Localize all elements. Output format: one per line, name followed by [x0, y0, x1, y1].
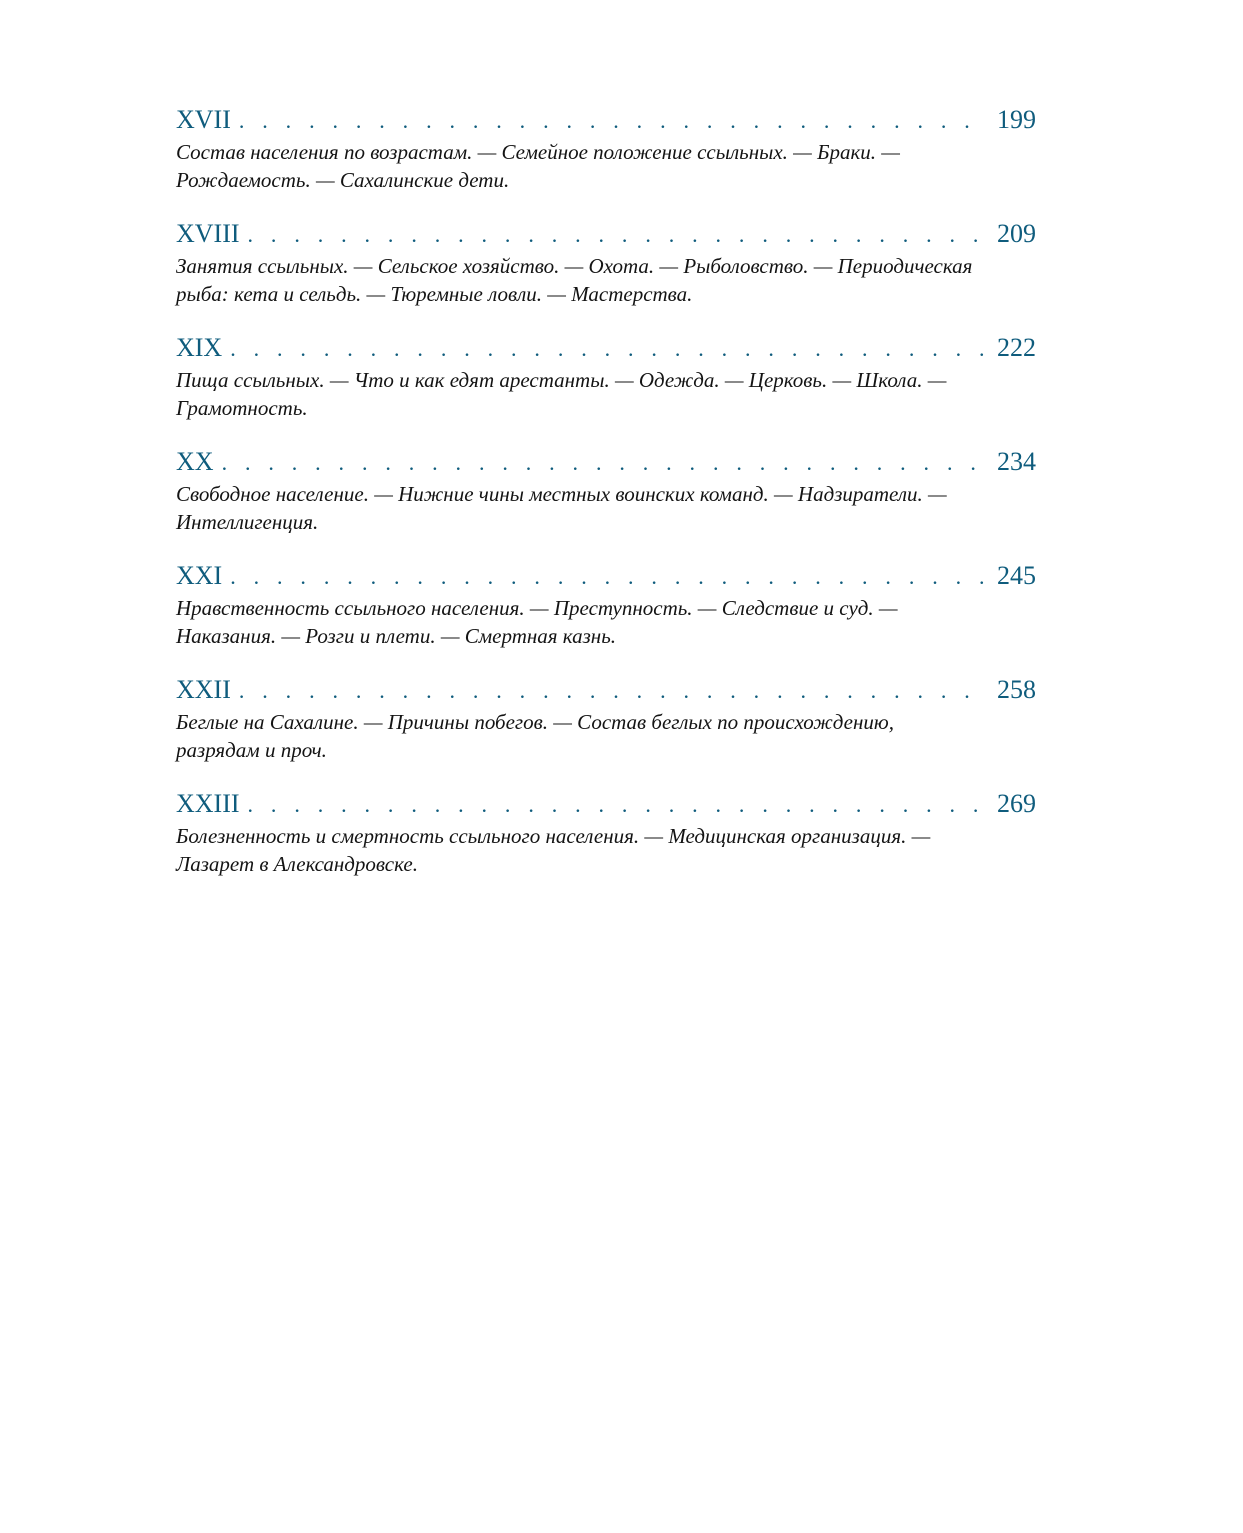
chapter-number: XX	[176, 447, 214, 476]
toc-entry-heading[interactable]	[176, 330, 1036, 366]
page-number: 258	[997, 675, 1036, 704]
chapter-number: XIX	[176, 333, 223, 362]
toc-entry-heading[interactable]	[176, 216, 1036, 252]
toc-entry-heading[interactable]	[176, 444, 1036, 480]
description-line: Болезненность и смертность ссыльного населения. — Медицинская организация. —	[176, 824, 931, 848]
description-line: разрядам и проч.	[176, 738, 327, 762]
chapter-description	[176, 594, 996, 650]
description-line: Интеллигенция.	[176, 510, 319, 534]
toc-entry	[176, 558, 1036, 650]
dot-leader	[230, 331, 987, 367]
page-number: 245	[997, 561, 1036, 590]
toc-entry	[176, 786, 1036, 878]
chapter-number: XXIII	[176, 789, 240, 818]
chapter-number: XXI	[176, 561, 223, 590]
page-number: 269	[997, 789, 1036, 818]
toc-entry	[176, 216, 1036, 308]
chapter-number: XVII	[176, 105, 231, 134]
description-line: рыба: кета и сельдь. — Тюремные ловли. — Мастерства.	[176, 282, 693, 306]
page-number: 209	[997, 219, 1036, 248]
description-line: Беглые на Сахалине. — Причины побегов. — Состав беглых по происхождению,	[176, 710, 894, 734]
description-line: Состав населения по возрастам. — Семейное положение ссыльных. — Браки. —	[176, 140, 900, 164]
dot-leader	[248, 217, 987, 253]
description-line: Нравственность ссыльного населения. — Преступность. — Следствие и суд. —	[176, 596, 898, 620]
description-line: Занятия ссыльных. — Сельское хозяйство. — Охота. — Рыболовство. — Периодическая	[176, 254, 973, 278]
toc-entry-heading[interactable]	[176, 786, 1036, 822]
dot-leader	[239, 103, 987, 139]
description-line: Свободное население. — Нижние чины местных воинских команд. — Надзиратели. —	[176, 482, 947, 506]
dot-leader	[239, 673, 987, 709]
toc-entry	[176, 672, 1036, 764]
chapter-description	[176, 480, 996, 536]
description-line: Пища ссыльных. — Что и как едят арестанты. — Одежда. — Церковь. — Школа. —	[176, 368, 947, 392]
chapter-number: XVIII	[176, 219, 240, 248]
toc-entry-heading[interactable]	[176, 558, 1036, 594]
description-line: Грамотность.	[176, 396, 308, 420]
dot-leader	[230, 559, 987, 595]
page-number: 234	[997, 447, 1036, 476]
chapter-description	[176, 822, 996, 878]
toc-entry	[176, 330, 1036, 422]
toc-entry-heading[interactable]	[176, 102, 1036, 138]
chapter-description	[176, 708, 996, 764]
toc-entry	[176, 102, 1036, 194]
chapter-description	[176, 366, 996, 422]
toc-entry	[176, 444, 1036, 536]
chapter-number: XXII	[176, 675, 231, 704]
table-of-contents	[176, 102, 1036, 900]
description-line: Наказания. — Розги и плети. — Смертная казнь.	[176, 624, 617, 648]
description-line: Лазарет в Александровске.	[176, 852, 418, 876]
description-line: Рождаемость. — Сахалинские дети.	[176, 168, 510, 192]
chapter-description	[176, 252, 996, 308]
dot-leader	[248, 787, 987, 823]
dot-leader	[222, 445, 987, 481]
toc-entry-heading[interactable]	[176, 672, 1036, 708]
page-number: 222	[997, 333, 1036, 362]
chapter-description	[176, 138, 996, 194]
page-number: 199	[997, 105, 1036, 134]
